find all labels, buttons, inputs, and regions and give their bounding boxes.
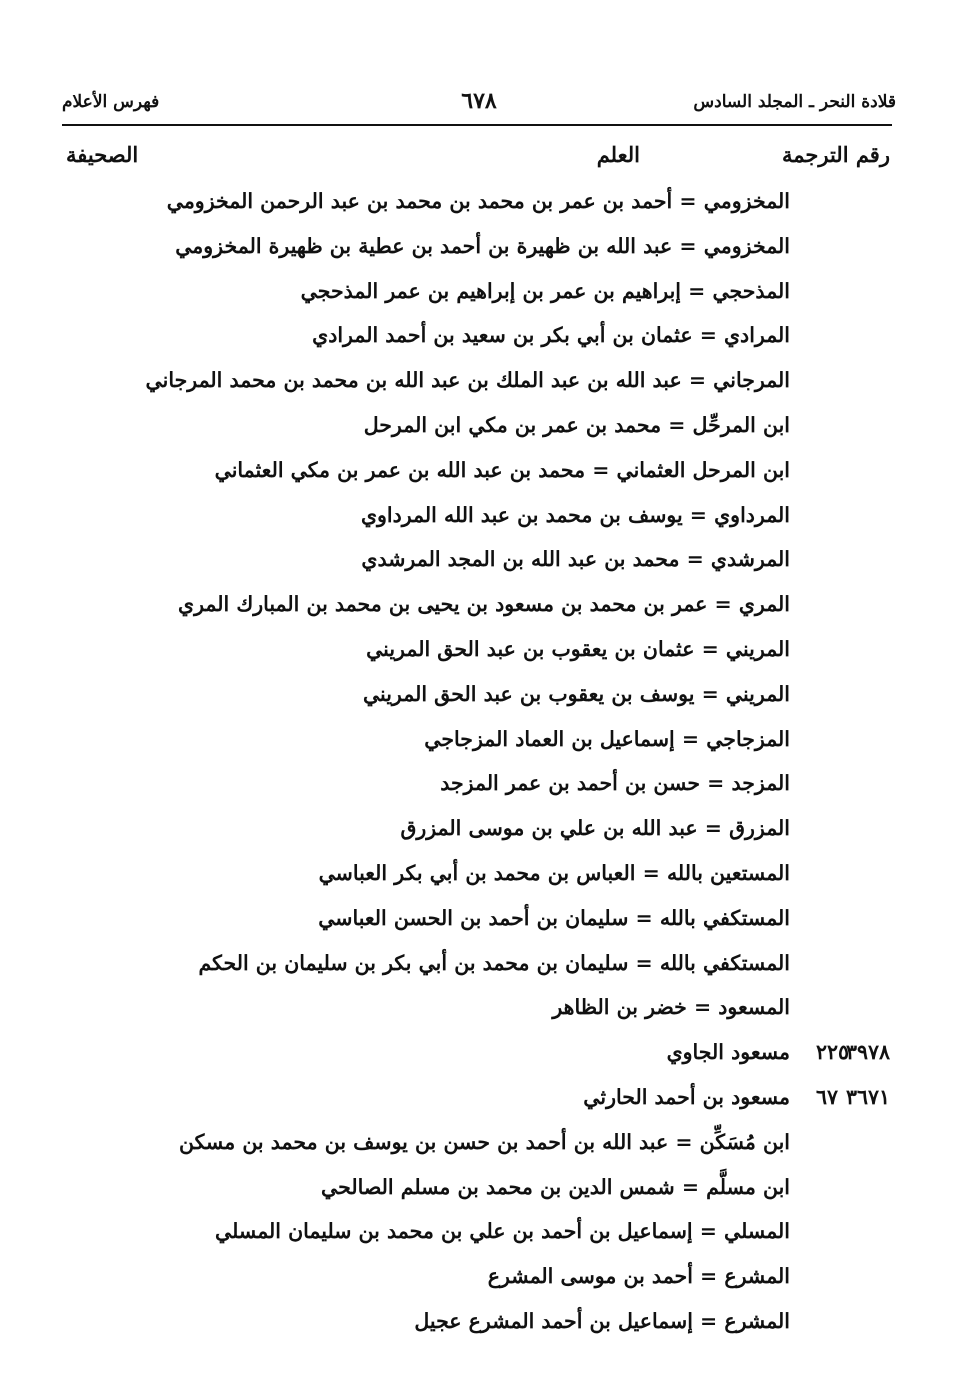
index-entry: [0, 766, 956, 811]
entry-name: مسعود الجاوي: [666, 1040, 790, 1065]
index-entry: [0, 274, 956, 319]
entry-name: المزجد = حسن بن أحمد بن عمر المزجد: [440, 771, 790, 796]
index-entry: [0, 811, 956, 856]
entry-name: المرادي = عثمان بن أبي بكر بن سعيد بن أحمد المرادي: [312, 323, 790, 348]
index-entry: [0, 946, 956, 991]
entry-name: المزجاجي = إسماعيل بن العماد المزجاجي: [424, 726, 790, 751]
section-title: فهرس الأعلام: [62, 92, 160, 112]
entry-name: المسعود = خضر بن الظاهر: [552, 995, 790, 1020]
index-entry: [0, 587, 956, 632]
entry-page: ٢٢٥: [816, 1040, 850, 1065]
entry-name: المخزومي = عبد الله بن ظهيرة بن أحمد بن عطية بن ظهيرة المخزومي: [175, 233, 790, 258]
entry-name: المزرق = عبد الله بن علي بن موسى المزرق: [400, 816, 790, 841]
index-entry: [0, 453, 956, 498]
entry-name: المستكفي بالله = سليمان بن محمد بن أبي بكر بن سليمان بن الحكم: [198, 950, 790, 975]
entry-name: ابن مُسَكِّن = عبد الله بن أحمد بن حسن بن يوسف بن محمد بن مسكن: [178, 1129, 790, 1154]
index-entry: [0, 1080, 956, 1125]
entry-name: مسعود بن أحمد الحارثي: [583, 1084, 790, 1109]
index-entry: [0, 1170, 956, 1215]
page-header: [62, 88, 896, 122]
column-header-page: الصحيفة: [66, 142, 139, 167]
index-entry: [0, 677, 956, 722]
entry-name: المريني = يوسف بن يعقوب بن عبد الحق المريني: [362, 681, 790, 706]
entry-name: المشرع = أحمد بن موسى المشرع: [487, 1264, 790, 1289]
page-number: ٦٧٨: [461, 88, 497, 114]
index-entry: [0, 229, 956, 274]
index-entry: [0, 901, 956, 946]
entry-number: ٣٦٧١: [845, 1084, 890, 1109]
index-entry: [0, 990, 956, 1035]
index-entry: [0, 1304, 956, 1349]
entry-name: المستكفي بالله = سليمان بن أحمد بن الحسن العباسي: [318, 905, 790, 930]
index-entry: [0, 856, 956, 901]
entry-name: المرجاني = عبد الله بن عبد الملك بن عبد الله بن محمد بن محمد المرجاني: [145, 368, 790, 393]
entry-name: المرداوي = يوسف بن محمد بن عبد الله المرداوي: [360, 502, 790, 527]
index-entry: [0, 1214, 956, 1259]
entry-name: المستعين بالله = العباس بن محمد بن أبي بكر العباسي: [318, 860, 790, 885]
entry-name: المشرع = إسماعيل بن أحمد المشرع عجيل: [414, 1308, 790, 1333]
index-entry: [0, 498, 956, 543]
index-entry: [0, 632, 956, 677]
entry-name: ابن المرحِّل = محمد بن عمر بن مكي ابن المرحل: [363, 412, 790, 437]
index-entry: [0, 318, 956, 363]
entry-name: المخزومي = أحمد بن عمر بن محمد بن محمد بن عبد الرحمن المخزومي: [166, 189, 790, 213]
index-entry: [0, 1035, 956, 1080]
index-entries: [0, 184, 956, 1349]
entry-name: المريني = عثمان بن يعقوب بن عبد الحق المريني: [366, 636, 790, 661]
entry-name: ابن المرحل العثماني = محمد بن عبد الله بن عمر بن مكي العثماني: [214, 457, 790, 482]
column-header-name: العلم: [596, 142, 640, 167]
index-entry: [0, 408, 956, 453]
header-rule: [62, 124, 892, 126]
entry-name: المري = عمر بن محمد بن مسعود بن يحيى بن محمد بن المبارك المري: [178, 592, 790, 617]
index-entry: [0, 542, 956, 587]
index-entry: [0, 722, 956, 767]
entry-number: ٣٩٧٨: [845, 1040, 890, 1065]
entry-name: المذحجي = إبراهيم بن عمر بن إبراهيم بن عمر المذحجي: [300, 278, 790, 303]
entry-page: ٦٧: [816, 1084, 839, 1109]
index-entry: [0, 184, 956, 229]
index-entry: [0, 1125, 956, 1170]
entry-name: المرشدي = محمد بن عبد الله بن المجد المرشدي: [361, 547, 790, 572]
index-entry: [0, 363, 956, 408]
column-header-number: رقم الترجمة: [781, 142, 890, 167]
entry-name: المسلي = إسماعيل بن أحمد بن علي بن محمد بن سليمان المسلي: [215, 1219, 790, 1244]
book-title: قلادة النحر ـ المجلد السادس: [693, 92, 896, 112]
entry-name: ابن مسلَّم = شمس الدين بن محمد بن مسلم الصالحي: [321, 1174, 790, 1199]
index-entry: [0, 1259, 956, 1304]
